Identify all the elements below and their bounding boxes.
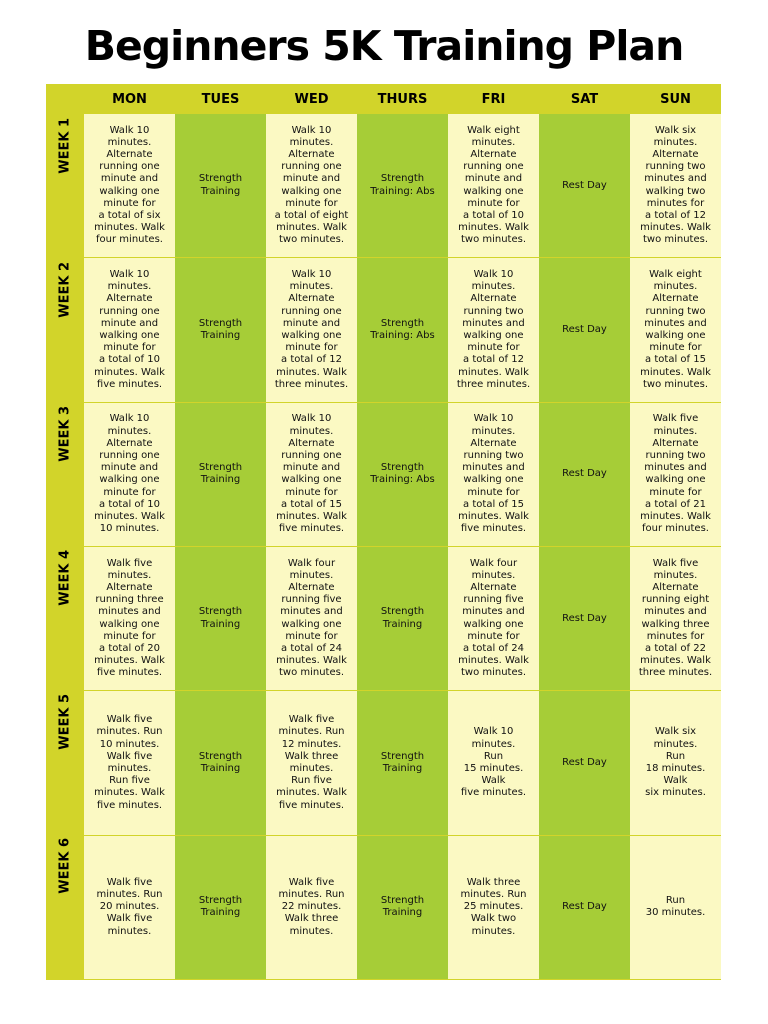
week5-wed-cell: Walk five minutes. Run 12 minutes. Walk three minutes. Run five minutes. Walk five minutes. [266,691,357,835]
week4-sun-cell: Walk five minutes. Alternate running eight minutes and walking three minutes for a total of 22 minutes. Walk three minutes. [630,547,721,691]
week-label-6 [46,834,84,978]
week-label-5 [46,690,84,834]
week4-fri-cell: Walk four minutes. Alternate running five minutes and walking one minute for a total of 24 minutes. Walk two minutes. [448,547,539,691]
week6-sat-cell: Rest Day [539,836,630,980]
week-label-text: WEEK 2 [57,262,73,318]
week-label-text: WEEK 3 [57,406,73,462]
week-label-3 [46,402,84,546]
week1-wed-cell: Walk 10 minutes. Alternate running one minute and walking one minute for a total of eight minutes. Walk two minutes. [266,114,357,258]
week4-mon-cell: Walk five minutes. Alternate running three minutes and walking one minute for a total of 20 minutes. Walk five minutes. [84,547,175,691]
week6-mon-cell: Walk five minutes. Run 20 minutes. Walk five minutes. [84,836,175,980]
day-header-sun: SUN [660,91,691,107]
week2-wed-cell: Walk 10 minutes. Alternate running one minute and walking one minute for a total of 12 minutes. Walk three minutes. [266,258,357,402]
week5-sat-cell: Rest Day [539,691,630,835]
week5-fri-cell: Walk 10 minutes. Run 15 minutes. Walk five minutes. [448,691,539,835]
week6-fri-cell: Walk three minutes. Run 25 minutes. Walk two minutes. [448,836,539,980]
day-header-thurs: THURS [377,91,428,107]
week3-thurs-cell: Strength Training: Abs [357,403,448,547]
week2-thurs-cell: Strength Training: Abs [357,258,448,402]
week5-sun-cell: Walk six minutes. Run 18 minutes. Walk six minutes. [630,691,721,835]
week1-mon-cell: Walk 10 minutes. Alternate running one minute and walking one minute for a total of six minutes. Walk four minutes. [84,114,175,258]
week2-sun-cell: Walk eight minutes. Alternate running two minutes and walking one minute for a total of 15 minutes. Walk two minutes. [630,258,721,402]
day-header-row [84,84,721,114]
page-title: Beginners 5K Training Plan [84,22,684,70]
plan-grid [84,114,721,980]
week2-mon-cell: Walk 10 minutes. Alternate running one minute and walking one minute for a total of 10 minutes. Walk five minutes. [84,258,175,402]
day-header-wed: WED [294,91,329,107]
week5-tues-cell: Strength Training [175,691,266,835]
day-header-sat: SAT [570,91,599,107]
week-label-4 [46,546,84,690]
week4-thurs-cell: Strength Training [357,547,448,691]
day-header-mon: MON [112,91,147,107]
week6-thurs-cell: Strength Training [357,836,448,980]
week3-tues-cell: Strength Training [175,403,266,547]
week2-tues-cell: Strength Training [175,258,266,402]
week6-wed-cell: Walk five minutes. Run 22 minutes. Walk three minutes. [266,836,357,980]
week-label-2 [46,258,84,402]
week1-tues-cell: Strength Training [175,114,266,258]
week4-wed-cell: Walk four minutes. Alternate running five minutes and walking one minute for a total of 24 minutes. Walk two minutes. [266,547,357,691]
week-label-text: WEEK 1 [57,118,73,174]
week3-wed-cell: Walk 10 minutes. Alternate running one minute and walking one minute for a total of 15 minutes. Walk five minutes. [266,403,357,547]
week1-sat-cell: Rest Day [539,114,630,258]
week3-sat-cell: Rest Day [539,403,630,547]
week5-mon-cell: Walk five minutes. Run 10 minutes. Walk five minutes. Run five minutes. Walk five minutes. [84,691,175,835]
week6-tues-cell: Strength Training [175,836,266,980]
week4-sat-cell: Rest Day [539,547,630,691]
week4-tues-cell: Strength Training [175,547,266,691]
week-label-column [46,114,84,980]
week6-sun-cell: Run 30 minutes. [630,836,721,980]
week1-thurs-cell: Strength Training: Abs [357,114,448,258]
week-label-1 [46,114,84,258]
training-plan-table [46,84,721,980]
week2-sat-cell: Rest Day [539,258,630,402]
week1-fri-cell: Walk eight minutes. Alternate running one minute and walking one minute for a total of 10 minutes. Walk two minutes. [448,114,539,258]
day-header-fri: FRI [481,91,506,107]
week-label-text: WEEK 5 [57,694,73,750]
week3-fri-cell: Walk 10 minutes. Alternate running two minutes and walking one minute for a total of 15 minutes. Walk five minutes. [448,403,539,547]
week5-thurs-cell: Strength Training [357,691,448,835]
day-header-tues: TUES [201,91,240,107]
week-label-text: WEEK 4 [57,550,73,606]
week1-sun-cell: Walk six minutes. Alternate running two minutes and walking two minutes for a total of 12 minutes. Walk two minutes. [630,114,721,258]
week2-fri-cell: Walk 10 minutes. Alternate running two minutes and walking one minute for a total of 12 minutes. Walk three minutes. [448,258,539,402]
week3-sun-cell: Walk five minutes. Alternate running two minutes and walking one minute for a total of 21 minutes. Walk four minutes. [630,403,721,547]
week-label-text: WEEK 6 [57,838,73,894]
week3-mon-cell: Walk 10 minutes. Alternate running one minute and walking one minute for a total of 10 minutes. Walk 10 minutes. [84,403,175,547]
